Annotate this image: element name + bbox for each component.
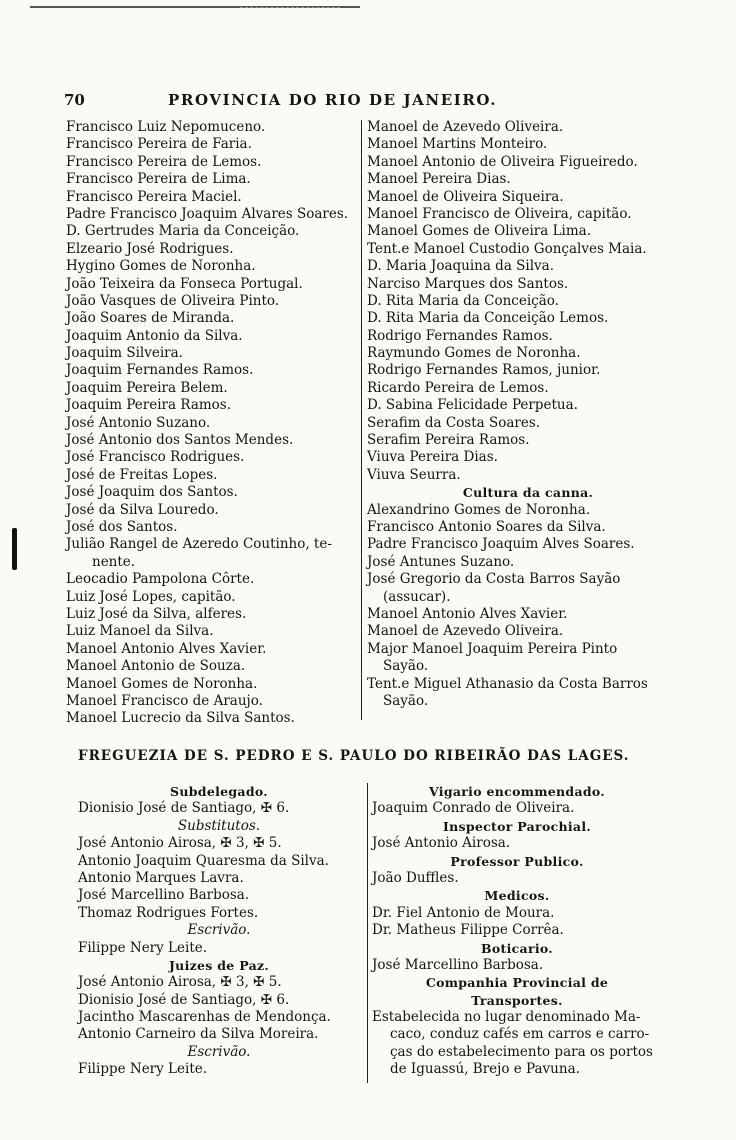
companhia-heading: Transportes. bbox=[471, 992, 563, 1008]
list-item: João Soares de Miranda. bbox=[66, 310, 235, 327]
left-name-list bbox=[66, 119, 358, 728]
list-item: D. Sabina Felicidade Perpetua. bbox=[367, 397, 578, 414]
list-item: Manoel Pereira Dias. bbox=[367, 171, 511, 188]
list-item: Luiz Manoel da Silva. bbox=[66, 623, 214, 640]
list-item: João Teixeira da Fonseca Portugal. bbox=[66, 275, 303, 292]
list-item: Serafim da Costa Soares. bbox=[367, 414, 541, 431]
right-name-list bbox=[367, 119, 659, 710]
section-title: FREGUEZIA DE S. PEDRO E S. PAULO DO RIBEIRÃO DAS LAGES. bbox=[78, 748, 630, 764]
list-item: José Marcellino Barbosa. bbox=[78, 887, 250, 904]
list-item: Manoel de Azevedo Oliveira. bbox=[367, 119, 564, 135]
list-item: Luiz José Lopes, capitão. bbox=[66, 588, 236, 605]
professor-heading: Professor Publico. bbox=[450, 853, 584, 869]
list-item: Dionisio José de Santiago, ✠ 6. bbox=[78, 800, 290, 817]
list-item: Francisco Pereira de Lima. bbox=[66, 171, 251, 188]
list-item: Manoel Antonio de Souza. bbox=[66, 658, 246, 675]
list-item: Manoel Antonio Alves Xavier. bbox=[66, 640, 267, 657]
list-item: Thomaz Rodrigues Fortes. bbox=[78, 904, 259, 921]
page-number: 70 bbox=[64, 91, 85, 109]
list-item: Manoel de Oliveira Siqueira. bbox=[367, 188, 564, 205]
medicos-heading: Medicos. bbox=[484, 888, 550, 904]
column-divider bbox=[367, 783, 368, 1083]
escrivao-heading: Escrivão. bbox=[187, 922, 251, 939]
list-item: Padre Francisco Joaquim Alvares Soares. bbox=[66, 205, 349, 222]
list-item: Major Manoel Joaquim Pereira Pinto bbox=[367, 640, 618, 657]
list-item: Alexandrino Gomes de Noronha. bbox=[367, 501, 591, 518]
list-item: Manoel Gomes de Oliveira Lima. bbox=[367, 223, 591, 240]
paragraph-line: de Iguassú, Brejo e Pavuna. bbox=[390, 1061, 580, 1078]
margin-mark bbox=[12, 528, 17, 570]
list-item: José Antonio Suzano. bbox=[66, 414, 211, 431]
list-item: Narciso Marques dos Santos. bbox=[367, 275, 569, 292]
list-item: Dr. Fiel Antonio de Moura. bbox=[372, 904, 555, 921]
juizes-heading: Juizes de Paz. bbox=[168, 957, 270, 973]
list-item: Dr. Matheus Filippe Corrêa. bbox=[372, 922, 564, 939]
companhia-heading: Companhia Provincial de bbox=[425, 975, 609, 991]
list-item: Ricardo Pereira de Lemos. bbox=[367, 379, 549, 396]
list-item: Antonio Carneiro da Silva Moreira. bbox=[78, 1026, 319, 1043]
list-item: Francisco Luiz Nepomuceno. bbox=[66, 119, 266, 135]
list-item: Joaquim Antonio da Silva. bbox=[66, 327, 243, 344]
list-item: José dos Santos. bbox=[66, 518, 178, 535]
list-item: Manoel Antonio Alves Xavier. bbox=[367, 605, 568, 622]
list-item: Joaquim Pereira Belem. bbox=[66, 379, 228, 396]
list-item: Rodrigo Fernandes Ramos, junior. bbox=[367, 362, 601, 379]
paragraph-line: caco, conduz cafés em carros e carro- bbox=[390, 1026, 650, 1043]
list-item: Antonio Joaquim Quaresma da Silva. bbox=[78, 852, 329, 869]
list-item: João Vasques de Oliveira Pinto. bbox=[66, 292, 280, 309]
list-item: Antonio Marques Lavra. bbox=[78, 869, 244, 886]
column-divider bbox=[361, 120, 362, 720]
list-item: D. Rita Maria da Conceição. bbox=[367, 292, 559, 309]
list-item: Tent.e Miguel Athanasio da Costa Barros bbox=[367, 675, 648, 692]
list-item: Elzeario José Rodrigues. bbox=[66, 240, 234, 257]
paragraph-line: Estabelecida no lugar denominado Ma- bbox=[372, 1009, 641, 1026]
list-item: José Gregorio da Costa Barros Sayão bbox=[367, 571, 621, 588]
list-item: José Francisco Rodrigues. bbox=[66, 449, 245, 466]
list-item: Manoel Antonio de Oliveira Figueiredo. bbox=[367, 153, 638, 170]
inspector-heading: Inspector Parochial. bbox=[442, 818, 592, 834]
list-item: Raymundo Gomes de Noronha. bbox=[367, 345, 581, 362]
subdelegado-heading: Subdelegado. bbox=[170, 784, 268, 799]
list-item: Manoel de Azevedo Oliveira. bbox=[367, 623, 564, 640]
list-item-continuation: Sayão. bbox=[383, 658, 429, 675]
list-item: Julião Rangel de Azeredo Coutinho, te- bbox=[66, 536, 332, 553]
list-item: Francisco Pereira de Faria. bbox=[66, 136, 252, 153]
list-item: Joaquim Pereira Ramos. bbox=[66, 397, 232, 414]
list-item: José Antonio dos Santos Mendes. bbox=[66, 432, 294, 449]
list-item: Joaquim Conrado de Oliveira. bbox=[372, 800, 575, 817]
list-item: Leocadio Pampolona Côrte. bbox=[66, 571, 255, 588]
list-item: José Marcellino Barbosa. bbox=[372, 956, 544, 973]
top-rule-dashed bbox=[240, 7, 340, 8]
substitutos-heading: Substitutos. bbox=[177, 817, 261, 834]
page-header bbox=[64, 91, 654, 113]
paragraph-line: ças do estabelecimento para os portos bbox=[390, 1043, 653, 1060]
list-item: Manoel Lucrecio da Silva Santos. bbox=[66, 710, 295, 727]
list-item: João Duffles. bbox=[372, 869, 459, 886]
list-item: Filippe Nery Leite. bbox=[78, 1061, 208, 1078]
list-item: D. Rita Maria da Conceição Lemos. bbox=[367, 310, 609, 327]
list-item-continuation: (assucar). bbox=[383, 588, 451, 605]
list-item: Joaquim Silveira. bbox=[66, 345, 183, 362]
list-item: José de Freitas Lopes. bbox=[66, 466, 218, 483]
list-item: Viuva Pereira Dias. bbox=[367, 449, 498, 466]
list-item: Viuva Seurra. bbox=[367, 466, 461, 483]
list-item: Jacintho Mascarenhas de Mendonça. bbox=[78, 1009, 331, 1026]
list-item: José Antonio Airosa. bbox=[372, 835, 511, 852]
list-item: José Antonio Airosa, ✠ 3, ✠ 5. bbox=[78, 835, 282, 852]
list-item: Hygino Gomes de Noronha. bbox=[66, 258, 256, 275]
list-item: Francisco Antonio Soares da Silva. bbox=[367, 518, 606, 535]
list-item: Serafim Pereira Ramos. bbox=[367, 432, 530, 449]
freguezia-right-column bbox=[372, 783, 662, 1079]
list-item: Joaquim Fernandes Ramos. bbox=[66, 362, 254, 379]
list-item: José da Silva Louredo. bbox=[66, 501, 219, 518]
list-item: José Joaquim dos Santos. bbox=[66, 484, 238, 501]
list-item-continuation: Sayão. bbox=[383, 692, 429, 709]
list-item: D. Maria Joaquina da Silva. bbox=[367, 258, 555, 275]
list-item: Padre Francisco Joaquim Alves Soares. bbox=[367, 536, 635, 553]
list-item: Tent.e Manoel Custodio Gonçalves Maia. bbox=[367, 240, 647, 257]
cultura-heading: Cultura da canna. bbox=[462, 485, 594, 501]
list-item: Luiz José da Silva, alferes. bbox=[66, 605, 247, 622]
boticario-heading: Boticario. bbox=[481, 940, 553, 956]
list-item: Manoel Francisco de Oliveira, capitão. bbox=[367, 205, 632, 222]
freguezia-left-column bbox=[78, 783, 360, 1079]
list-item: Francisco Pereira Maciel. bbox=[66, 188, 242, 205]
list-item: Filippe Nery Leite. bbox=[78, 939, 208, 956]
list-item: Francisco Pereira de Lemos. bbox=[66, 153, 262, 170]
page-title: PROVINCIA DO RIO DE JANEIRO. bbox=[168, 91, 498, 109]
escrivao-heading: Escrivão. bbox=[187, 1043, 251, 1060]
vigario-heading: Vigario encommendado. bbox=[429, 784, 605, 799]
list-item-continuation: nente. bbox=[92, 553, 136, 570]
list-item: Dionisio José de Santiago, ✠ 6. bbox=[78, 991, 290, 1008]
list-item: Manoel Francisco de Araujo. bbox=[66, 692, 263, 709]
list-item: Manoel Gomes de Noronha. bbox=[66, 675, 258, 692]
list-item: José Antunes Suzano. bbox=[367, 553, 515, 570]
list-item: Manoel Martins Monteiro. bbox=[367, 136, 548, 153]
list-item: Rodrigo Fernandes Ramos. bbox=[367, 327, 553, 344]
list-item: José Antonio Airosa, ✠ 3, ✠ 5. bbox=[78, 974, 282, 991]
list-item: D. Gertrudes Maria da Conceição. bbox=[66, 223, 300, 240]
